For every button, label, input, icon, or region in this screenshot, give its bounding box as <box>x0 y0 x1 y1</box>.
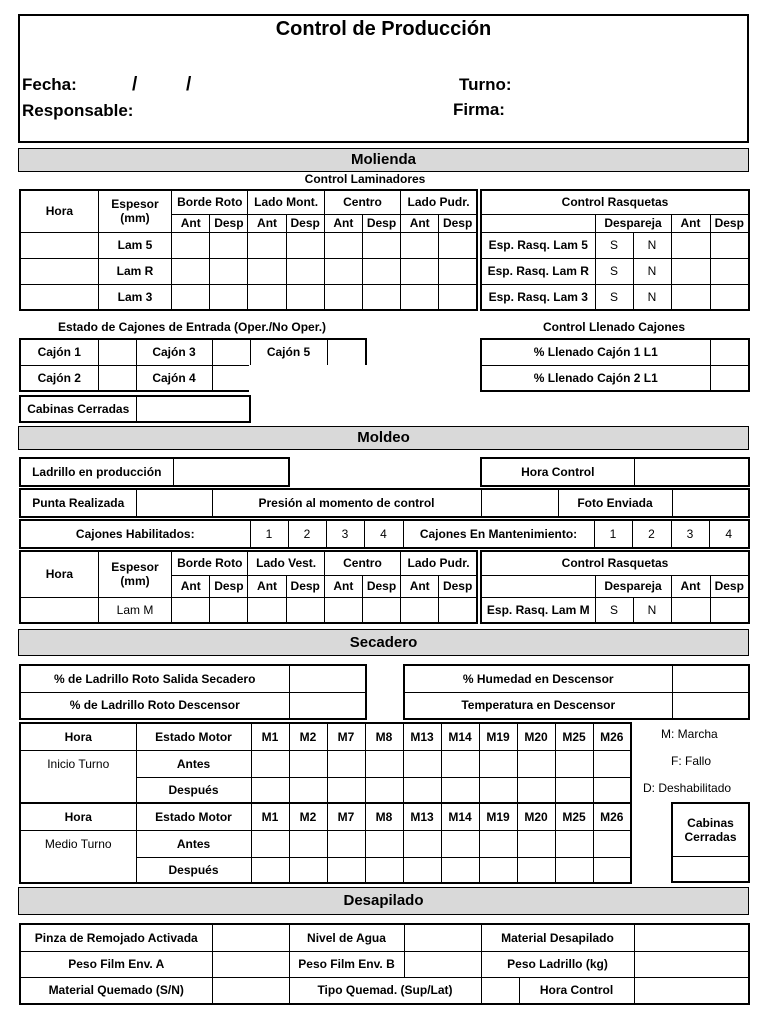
motor-cell[interactable] <box>479 857 517 883</box>
cajon-input[interactable] <box>327 339 366 365</box>
motor-cell[interactable] <box>517 750 555 777</box>
hora-header: Hora <box>20 723 136 750</box>
group-header: Lado Vest. <box>248 551 324 575</box>
quemado-input[interactable] <box>212 977 289 1004</box>
cajon-input[interactable] <box>98 339 136 365</box>
motor-cell[interactable] <box>327 777 365 803</box>
desp-header: Desp <box>210 575 248 597</box>
habilitado-option[interactable]: 1 <box>250 520 288 548</box>
roto-salida-label: % de Ladrillo Roto Salida Secadero <box>20 665 289 692</box>
llenado-title: Control Llenado Cajones <box>542 320 685 334</box>
hora-header: Hora <box>20 190 98 232</box>
input-cell[interactable] <box>439 284 477 310</box>
group-header: Borde Roto <box>172 551 248 575</box>
motor-cell[interactable] <box>251 857 289 883</box>
hora-cell[interactable] <box>20 232 98 258</box>
section-secadero-title: Secadero <box>349 634 418 651</box>
peso-a-label: Peso Film Env. A <box>20 951 212 977</box>
input-cell[interactable] <box>248 284 286 310</box>
input-cell[interactable] <box>286 597 324 623</box>
material-label: Material Desapilado <box>481 924 634 951</box>
motor-cell[interactable] <box>555 857 593 883</box>
cajon-label: Cajón 3 <box>136 339 212 365</box>
motor-cell[interactable] <box>593 857 631 883</box>
rasquetas-table <box>480 189 750 311</box>
roto-salida-input[interactable] <box>289 665 366 692</box>
motor-cell[interactable] <box>593 777 631 803</box>
motor-cell[interactable] <box>593 830 631 857</box>
input-cell[interactable] <box>286 258 324 284</box>
legend-deshabilitado: D: Deshabilitado <box>643 781 732 795</box>
cajon-input[interactable] <box>98 365 136 391</box>
ant-header: Ant <box>172 575 210 597</box>
input-cell[interactable] <box>324 232 362 258</box>
ant-header: Ant <box>671 214 710 232</box>
page-title: Control de Producción <box>275 18 492 40</box>
motor-header: M25 <box>555 803 593 830</box>
table-row <box>481 284 749 310</box>
motor-cell[interactable] <box>251 830 289 857</box>
input-cell[interactable] <box>286 232 324 258</box>
table-row <box>20 597 477 623</box>
motor-cell[interactable] <box>479 777 517 803</box>
peso-b-input[interactable] <box>404 951 481 977</box>
turno-label: Turno: <box>459 75 512 94</box>
peso-ladrillo-input[interactable] <box>634 951 749 977</box>
foto-label: Foto Enviada <box>558 489 672 517</box>
n-option[interactable]: N <box>633 258 671 284</box>
table-row <box>481 258 749 284</box>
fecha-slash-1: / <box>132 74 138 95</box>
motores-inicio-table <box>19 722 632 804</box>
group-header: Borde Roto <box>172 190 248 214</box>
section-desapilado-title: Desapilado <box>343 892 424 909</box>
motor-header: M13 <box>403 803 441 830</box>
motor-cell[interactable] <box>327 830 365 857</box>
ladrillo-input[interactable] <box>173 458 289 486</box>
pinza-label: Pinza de Remojado Activada <box>20 924 212 951</box>
input-cell[interactable] <box>210 284 248 310</box>
motor-cell[interactable] <box>251 777 289 803</box>
quemado-label: Material Quemado (S/N) <box>20 977 212 1004</box>
laminadores-table <box>19 189 478 311</box>
despareja-header: Despareja <box>595 214 671 232</box>
motor-cell[interactable] <box>365 777 403 803</box>
motor-cell[interactable] <box>555 750 593 777</box>
desp-header: Desp <box>439 575 477 597</box>
input-cell[interactable] <box>439 597 477 623</box>
input-cell[interactable] <box>210 597 248 623</box>
motor-cell[interactable] <box>441 777 479 803</box>
rasq-row-label: Esp. Rasq. Lam 3 <box>481 284 595 310</box>
motor-cell[interactable] <box>479 830 517 857</box>
estado-header: Estado Motor <box>136 803 251 830</box>
desp-header: Desp <box>286 214 324 232</box>
input-cell[interactable] <box>362 597 400 623</box>
input-cell[interactable] <box>248 597 286 623</box>
presion-label: Presión al momento de control <box>212 489 481 517</box>
input-cell[interactable] <box>172 284 210 310</box>
group-header: Centro <box>324 551 400 575</box>
ant-header: Ant <box>671 575 710 597</box>
despareja-header: Despareja <box>595 575 671 597</box>
section-molienda-title: Molienda <box>350 151 416 168</box>
temperatura-label: Temperatura en Descensor <box>404 692 672 719</box>
input-cell[interactable] <box>286 284 324 310</box>
cabinas-input[interactable] <box>136 396 250 422</box>
ant-header: Ant <box>324 214 362 232</box>
ant-header: Ant <box>401 214 439 232</box>
motor-cell[interactable] <box>441 857 479 883</box>
peso-ladrillo-label: Peso Ladrillo (kg) <box>481 951 634 977</box>
input-cell[interactable] <box>401 597 439 623</box>
cabinas-input[interactable] <box>672 856 749 882</box>
presion-input[interactable] <box>481 489 558 517</box>
responsable-label: Responsable: <box>22 101 134 120</box>
table-row <box>20 258 477 284</box>
rasq-row-label: Esp. Rasq. Lam 5 <box>481 232 595 258</box>
ant-header: Ant <box>401 575 439 597</box>
motor-cell[interactable] <box>479 750 517 777</box>
fecha-label: Fecha: <box>22 75 77 94</box>
legend-fallo: F: Fallo <box>671 754 712 768</box>
input-cell[interactable] <box>710 258 749 284</box>
material-input[interactable] <box>634 924 749 951</box>
row-label: Lam 3 <box>98 284 171 310</box>
ant-header: Ant <box>324 575 362 597</box>
input-cell[interactable] <box>362 232 400 258</box>
section-desapilado <box>18 887 749 915</box>
table-row <box>20 284 477 310</box>
motor-cell[interactable] <box>517 857 555 883</box>
motor-header: M7 <box>327 723 365 750</box>
motor-cell[interactable] <box>593 750 631 777</box>
cajon-label: Cajón 2 <box>20 365 98 391</box>
mantenimiento-option[interactable]: 2 <box>632 520 671 548</box>
cabinas-label: Cabinas Cerradas <box>20 396 136 422</box>
motor-cell[interactable] <box>289 830 327 857</box>
input-cell[interactable] <box>401 232 439 258</box>
s-option[interactable]: S <box>595 284 633 310</box>
moldeo-rasquetas-table <box>480 550 750 624</box>
n-option[interactable]: N <box>633 232 671 258</box>
hora-cell[interactable] <box>20 258 98 284</box>
motor-cell[interactable] <box>441 750 479 777</box>
motor-cell[interactable] <box>327 857 365 883</box>
rasquetas-title: Control Rasquetas <box>481 190 749 214</box>
input-cell[interactable] <box>172 258 210 284</box>
cajones-mask <box>249 365 367 393</box>
group-header: Lado Mont. <box>248 190 324 214</box>
group-header: Lado Pudr. <box>401 190 477 214</box>
cajones-title: Estado de Cajones de Entrada (Oper./No Oper.) <box>57 320 327 334</box>
section-secadero <box>18 629 749 656</box>
desp-header: Desp <box>362 575 400 597</box>
motor-cell[interactable] <box>555 777 593 803</box>
input-cell[interactable] <box>324 258 362 284</box>
hora-control-input[interactable] <box>634 977 749 1004</box>
ladrillo-roto-table <box>19 664 367 720</box>
motor-cell[interactable] <box>403 857 441 883</box>
s-option[interactable]: S <box>595 258 633 284</box>
group-header: Centro <box>324 190 400 214</box>
motor-header: M19 <box>479 723 517 750</box>
motor-header: M13 <box>403 723 441 750</box>
desp-header: Desp <box>362 214 400 232</box>
input-cell[interactable] <box>210 232 248 258</box>
mantenimiento-label: Cajones En Mantenimiento: <box>403 520 594 548</box>
moldeo-laminadores-table <box>19 550 478 624</box>
secadero-cabinas-table <box>671 802 750 883</box>
motor-cell[interactable] <box>517 777 555 803</box>
llenado-input[interactable] <box>710 365 749 391</box>
input-cell[interactable] <box>710 232 749 258</box>
input-cell[interactable] <box>401 258 439 284</box>
n-option[interactable]: N <box>633 597 671 623</box>
legend-marcha: M: Marcha <box>661 727 718 741</box>
cajones-habilitados-table <box>19 519 750 549</box>
humedad-input[interactable] <box>672 665 749 692</box>
antes-label: Antes <box>136 830 251 857</box>
desp-header: Desp <box>286 575 324 597</box>
ladrillo-table <box>19 457 290 487</box>
rasq-row-label: Esp. Rasq. Lam M <box>481 597 595 623</box>
row-label: Lam 5 <box>98 232 171 258</box>
ant-header: Ant <box>172 214 210 232</box>
hora-cell[interactable] <box>20 284 98 310</box>
fecha-slash-2: / <box>186 74 192 95</box>
motor-cell[interactable] <box>403 830 441 857</box>
motor-header: M2 <box>289 723 327 750</box>
motor-header: M25 <box>555 723 593 750</box>
motor-header: M7 <box>327 803 365 830</box>
table-row <box>481 232 749 258</box>
motor-cell[interactable] <box>403 750 441 777</box>
motor-cell[interactable] <box>327 750 365 777</box>
habilitados-label: Cajones Habilitados: <box>20 520 250 548</box>
ladrillo-label: Ladrillo en producción <box>20 458 173 486</box>
nivel-input[interactable] <box>404 924 481 951</box>
espesor-header: Espesor (mm) <box>98 190 171 232</box>
foto-input[interactable] <box>672 489 749 517</box>
section-molienda <box>18 148 749 172</box>
ant-header: Ant <box>248 214 286 232</box>
habilitado-option[interactable]: 3 <box>326 520 364 548</box>
motor-header: M2 <box>289 803 327 830</box>
firma-label: Firma: <box>453 100 505 119</box>
llenado-label: % Llenado Cajón 1 L1 <box>481 339 710 365</box>
input-cell[interactable] <box>671 597 710 623</box>
habilitado-option[interactable]: 4 <box>364 520 403 548</box>
motor-header: M1 <box>251 803 289 830</box>
s-option[interactable]: S <box>595 597 633 623</box>
table-row <box>481 597 749 623</box>
input-cell[interactable] <box>671 258 710 284</box>
row-label: Lam R <box>98 258 171 284</box>
cabinas-label: Cabinas Cerradas <box>672 803 749 856</box>
motor-cell[interactable] <box>403 777 441 803</box>
estado-header: Estado Motor <box>136 723 251 750</box>
input-cell[interactable] <box>401 284 439 310</box>
roto-descensor-input[interactable] <box>289 692 366 719</box>
input-cell[interactable] <box>439 232 477 258</box>
rasquetas-title: Control Rasquetas <box>481 551 749 575</box>
motor-header: M26 <box>593 723 631 750</box>
peso-b-label: Peso Film Env. B <box>289 951 404 977</box>
inicio-turno-label: Inicio Turno <box>20 750 136 803</box>
section-moldeo-title: Moldeo <box>357 429 410 446</box>
input-cell[interactable] <box>248 232 286 258</box>
hora-header: Hora <box>20 803 136 830</box>
cabinas-table <box>19 395 251 423</box>
cajon-label: Cajón 1 <box>20 339 98 365</box>
motor-cell[interactable] <box>251 750 289 777</box>
motor-cell[interactable] <box>289 777 327 803</box>
input-cell[interactable] <box>439 258 477 284</box>
blank-cell <box>481 575 595 597</box>
control-laminadores-label: Control Laminadores <box>304 172 426 186</box>
llenado-input[interactable] <box>710 339 749 365</box>
punta-label: Punta Realizada <box>20 489 136 517</box>
desp-header: Desp <box>439 214 477 232</box>
input-cell[interactable] <box>362 284 400 310</box>
medio-turno-label: Medio Turno <box>20 830 136 883</box>
motor-header: M14 <box>441 803 479 830</box>
despues-label: Después <box>136 777 251 803</box>
input-cell[interactable] <box>671 232 710 258</box>
roto-descensor-label: % de Ladrillo Roto Descensor <box>20 692 289 719</box>
motor-cell[interactable] <box>289 857 327 883</box>
cajon-input[interactable] <box>212 339 250 365</box>
input-cell[interactable] <box>324 284 362 310</box>
hora-control-input[interactable] <box>634 458 749 486</box>
punta-input[interactable] <box>136 489 212 517</box>
motor-header: M14 <box>441 723 479 750</box>
cajon-label: Cajón 4 <box>136 365 212 391</box>
input-cell[interactable] <box>248 258 286 284</box>
input-cell[interactable] <box>671 284 710 310</box>
table-row <box>20 232 477 258</box>
punta-table <box>19 488 750 518</box>
humedad-label: % Humedad en Descensor <box>404 665 672 692</box>
cajon-label: Cajón 5 <box>250 339 327 365</box>
motor-cell[interactable] <box>365 857 403 883</box>
s-option[interactable]: S <box>595 232 633 258</box>
input-cell[interactable] <box>362 258 400 284</box>
desp-header: Desp <box>210 214 248 232</box>
desp-header: Desp <box>710 214 749 232</box>
hora-control-label: Hora Control <box>481 458 634 486</box>
input-cell[interactable] <box>210 258 248 284</box>
input-cell[interactable] <box>172 597 210 623</box>
hora-header: Hora <box>20 551 98 597</box>
group-header: Lado Pudr. <box>401 551 477 575</box>
cajon-input[interactable] <box>212 365 250 391</box>
llenado-table <box>480 338 750 392</box>
motor-cell[interactable] <box>365 750 403 777</box>
mantenimiento-option[interactable]: 3 <box>671 520 709 548</box>
motores-medio-table <box>19 802 632 884</box>
despues-label: Después <box>136 857 251 883</box>
input-cell[interactable] <box>324 597 362 623</box>
motor-cell[interactable] <box>289 750 327 777</box>
espesor-header: Espesor (mm) <box>98 551 171 597</box>
motor-cell[interactable] <box>555 830 593 857</box>
motor-cell[interactable] <box>441 830 479 857</box>
habilitado-option[interactable]: 2 <box>288 520 326 548</box>
motor-header: M8 <box>365 803 403 830</box>
hora-cell[interactable] <box>20 597 98 623</box>
mantenimiento-option[interactable]: 4 <box>709 520 749 548</box>
humedad-table <box>403 664 750 720</box>
n-option[interactable]: N <box>633 284 671 310</box>
desp-header: Desp <box>710 575 749 597</box>
pinza-input[interactable] <box>212 924 289 951</box>
motor-header: M1 <box>251 723 289 750</box>
desapilado-table <box>19 923 750 1005</box>
hora-control-label: Hora Control <box>519 977 634 1004</box>
tipo-label: Tipo Quemad. (Sup/Lat) <box>289 977 481 1004</box>
blank-cell <box>481 214 595 232</box>
motor-header: M20 <box>517 723 555 750</box>
input-cell[interactable] <box>710 284 749 310</box>
motor-cell[interactable] <box>365 830 403 857</box>
ant-header: Ant <box>248 575 286 597</box>
input-cell[interactable] <box>172 232 210 258</box>
motor-cell[interactable] <box>517 830 555 857</box>
nivel-label: Nivel de Agua <box>289 924 404 951</box>
mantenimiento-option[interactable]: 1 <box>594 520 632 548</box>
motor-header: M19 <box>479 803 517 830</box>
hora-control-table <box>480 457 750 487</box>
rasq-row-label: Esp. Rasq. Lam R <box>481 258 595 284</box>
motor-header: M8 <box>365 723 403 750</box>
antes-label: Antes <box>136 750 251 777</box>
peso-a-input[interactable] <box>212 951 289 977</box>
motor-header: M20 <box>517 803 555 830</box>
motor-header: M26 <box>593 803 631 830</box>
section-moldeo <box>18 426 749 450</box>
input-cell[interactable] <box>710 597 749 623</box>
temperatura-input[interactable] <box>672 692 749 719</box>
llenado-label: % Llenado Cajón 2 L1 <box>481 365 710 391</box>
row-label: Lam M <box>98 597 171 623</box>
tipo-input[interactable] <box>481 977 519 1004</box>
